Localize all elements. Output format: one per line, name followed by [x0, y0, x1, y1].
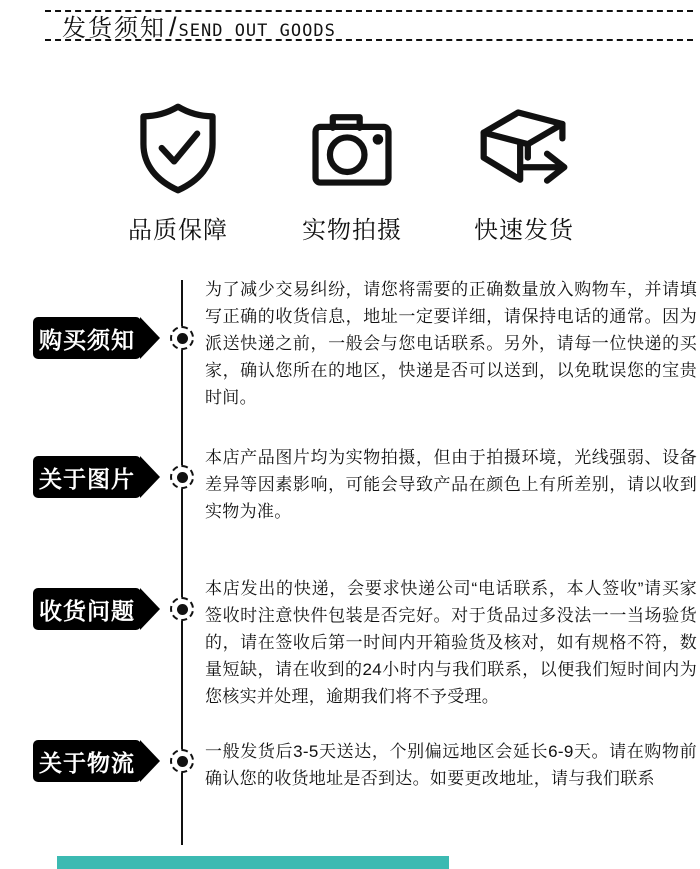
section-tag [33, 317, 141, 359]
section-text: 一般发货后3-5天送达，个别偏远地区会延长6-9天。请在购物前确认您的收货地址是否到达。如要更改地址，请与我们联系 [205, 742, 697, 788]
section-tag-label: 购买须知 [39, 326, 135, 353]
timeline-bullet [170, 326, 194, 350]
feature-real-photo [292, 100, 412, 245]
bullet-dot [177, 604, 188, 615]
camera-icon [304, 100, 400, 196]
bullet-dot [177, 756, 188, 767]
tag-arrow-shape [140, 740, 160, 782]
page-title-en: SEND OUT GOODS [178, 21, 336, 41]
feature-label: 实物拍摄 [302, 217, 402, 244]
shipping-box-arrow-icon [476, 100, 572, 196]
feature-label: 品质保障 [128, 217, 228, 244]
shield-check-icon [130, 100, 226, 196]
page-title-zh: 发货须知 [62, 15, 166, 42]
section-tag-label: 关于物流 [39, 749, 135, 776]
section-tag [33, 588, 141, 630]
tag-arrow-shape [140, 456, 160, 498]
feature-label: 快速发货 [474, 217, 574, 244]
feature-quality [118, 100, 238, 245]
section-tag-label: 关于图片 [39, 465, 135, 492]
title-divider: / [169, 12, 177, 42]
banner-header [45, 10, 693, 41]
timeline-bullet [170, 597, 194, 621]
timeline-bullet [170, 749, 194, 773]
bullet-dot [177, 333, 188, 344]
bullet-dot [177, 472, 188, 483]
section-text: 本店产品图片均为实物拍摄，但由于拍摄环境，光线强弱、设备差异等因素影响，可能会导致产品在颜色上有所差别，请以收到实物为准。 [205, 448, 697, 521]
section-text: 本店发出的快递，会要求快递公司“电话联系，本人签收”请买家签收时注意快件包装是否完好。对于货品过多没法一一当场验货的，请在签收后第一时间内开箱验货及核对，如有规格不符，数量短缺，请在收到的24小时内与我们联系，以便我们短时间内为您核实并处理，逾期我们将不予受理。 [205, 579, 697, 706]
bottom-accent-bar [57, 856, 449, 869]
section-tag [33, 456, 141, 498]
timeline-bullet [170, 465, 194, 489]
tag-arrow-shape [140, 317, 160, 359]
feature-fast-shipping [464, 100, 584, 245]
section-tag-label: 收货问题 [39, 597, 135, 624]
section-text: 为了减少交易纠纷，请您将需要的正确数量放入购物车，并请填写正确的收货信息，地址一定要详细，请保持电话的通常。因为派送快递之前，一般会与您电话联系。另外，请每一位快递的买家，确认您所在的地区，快递是否可以送到，以免耽误您的宝贵时间。 [205, 280, 697, 407]
section-tag [33, 740, 141, 782]
tag-arrow-shape [140, 588, 160, 630]
